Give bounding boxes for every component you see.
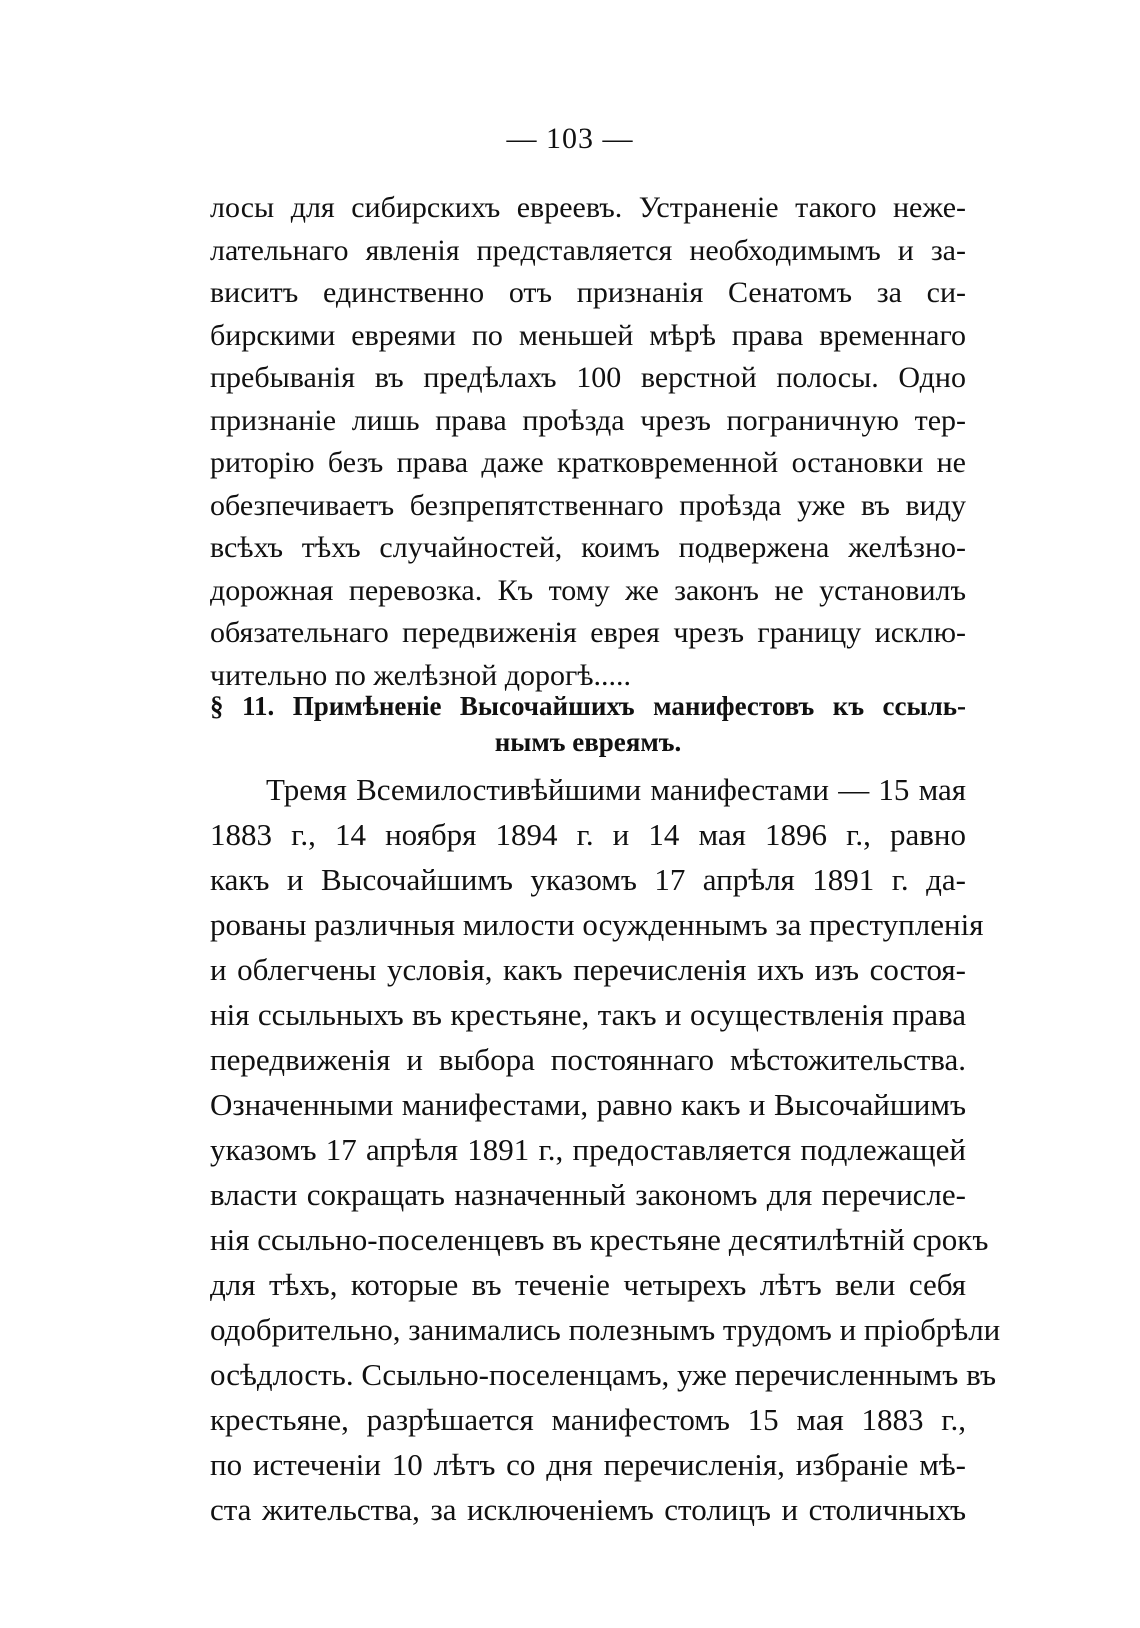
text-line: признаніе лишь права проѣзда чрезъ пограничную тер- xyxy=(210,403,966,437)
text-line: бирскими евреями по меньшей мѣрѣ права временнаго xyxy=(210,318,966,352)
text-line: и облегчены условія, какъ перечисленія ихъ изъ состоя- xyxy=(210,952,966,987)
text-line: одобрительно, занимались полезнымъ трудомъ и пріобрѣли xyxy=(210,1312,1001,1347)
text-line: Тремя Всемилостивѣйшими манифестами — 15 мая xyxy=(266,772,966,807)
text-line: осѣдлость. Ссыльно-поселенцамъ, уже перечисленнымъ въ xyxy=(210,1357,996,1392)
text-line: 1883 г., 14 ноября 1894 г. и 14 мая 1896 г., равно xyxy=(210,817,966,852)
text-line: нія ссыльныхъ въ крестьяне, такъ и осуществленія права xyxy=(210,997,966,1032)
text-line: указомъ 17 апрѣля 1891 г., предоставляется подлежащей xyxy=(210,1132,966,1167)
text-line: обезпечиваетъ безпрепятственнаго проѣзда уже въ виду xyxy=(210,488,966,522)
text-line: Означенными манифестами, равно какъ и Высочайшимъ xyxy=(210,1087,966,1122)
text-line: по истеченіи 10 лѣтъ со дня перечисленія, избраніе мѣ- xyxy=(210,1447,966,1482)
text-line: власти сокращать назначенный закономъ для перечисле- xyxy=(210,1177,966,1212)
text-line: виситъ единственно отъ признанія Сенатомъ за си- xyxy=(210,276,966,309)
text-line: для тѣхъ, которые въ теченіе четырехъ лѣтъ вели себя xyxy=(210,1267,966,1302)
text-line: дорожная перевозка. Къ тому же законъ не установилъ xyxy=(210,573,966,607)
text-line: какъ и Высочайшимъ указомъ 17 апрѣля 1891 г. да- xyxy=(210,862,966,897)
text-line: риторію безъ права даже кратковременной остановки не xyxy=(210,446,966,479)
text-line: ста жительства, за исключеніемъ столицъ и столичныхъ xyxy=(210,1492,966,1527)
text-line: лосы для сибирскихъ евреевъ. Устраненіе такого неже- xyxy=(210,191,966,224)
text-line: нія ссыльно-поселенцевъ въ крестьяне десятилѣтній срокъ xyxy=(210,1222,989,1257)
section-heading-line: нымъ евреямъ. xyxy=(494,727,682,757)
text-line: всѣхъ тѣхъ случайностей, коимъ подвержена желѣзно- xyxy=(210,531,966,564)
text-line: обязательнаго передвиженія еврея чрезъ границу исклю- xyxy=(210,616,966,649)
paragraph-continued xyxy=(210,187,966,697)
text-line: чительно по желѣзной дорогѣ..... xyxy=(210,658,632,692)
section-heading xyxy=(210,688,966,760)
text-line: передвиженія и выбора постояннаго мѣстожительства. xyxy=(210,1042,966,1077)
paragraph-section-11 xyxy=(210,767,1001,1532)
text-line: лательнаго явленія представляется необходимымъ и за- xyxy=(210,233,966,267)
section-heading-line: § 11. Примѣненіе Высочайшихъ манифестовъ къ ссыль- xyxy=(210,691,966,721)
text-line: рованы различныя милости осужденнымъ за преступленія xyxy=(210,907,984,942)
text-line: крестьяне, разрѣшается манифестомъ 15 мая 1883 г., xyxy=(210,1402,966,1437)
page-number: — 103 — xyxy=(506,122,634,155)
text-line: пребыванія въ предѣлахъ 100 верстной полосы. Одно xyxy=(210,361,966,394)
